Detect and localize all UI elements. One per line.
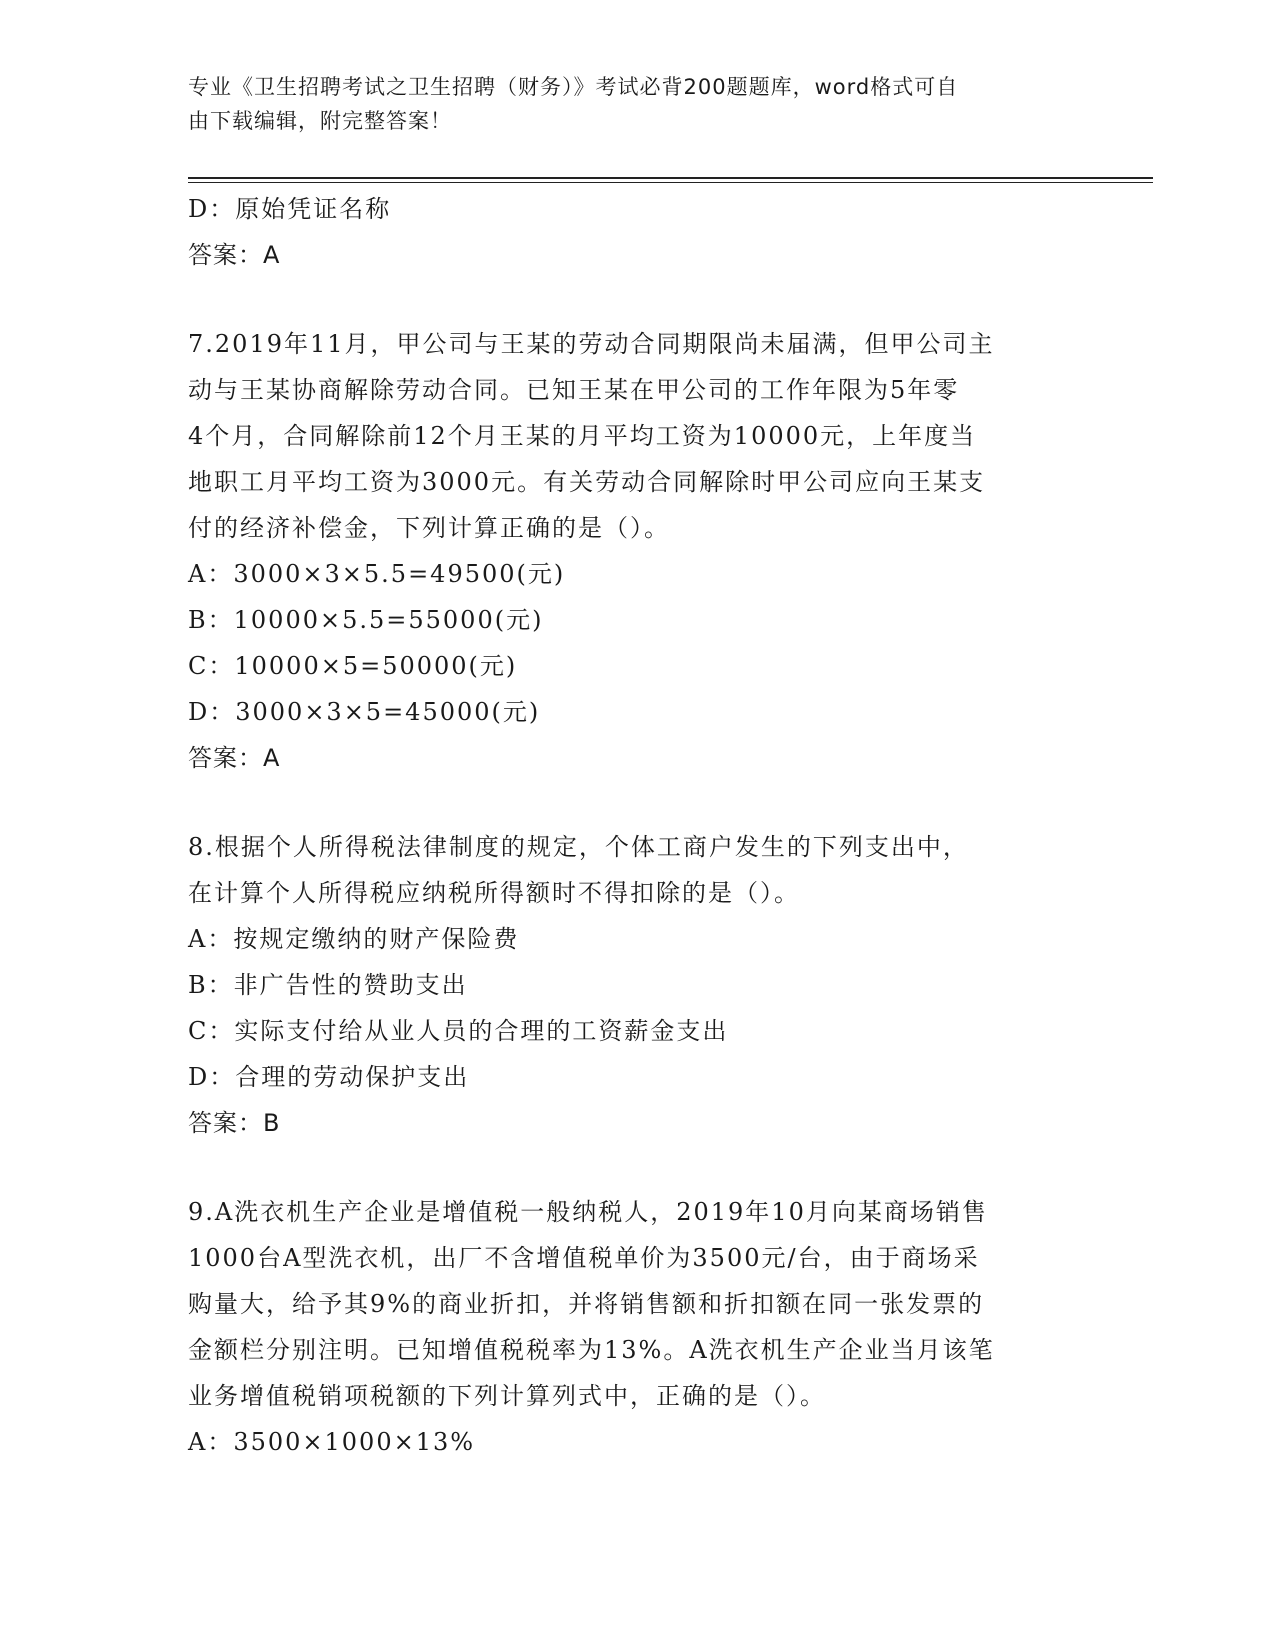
question-7 xyxy=(188,321,1093,781)
question-stem-line: 付的经济补偿金，下列计算正确的是（）。 xyxy=(188,514,670,542)
header-divider-thin xyxy=(188,182,1153,183)
answer: 答案：B xyxy=(188,1109,281,1137)
header-divider-thick xyxy=(188,177,1153,179)
question-stem-line: 7.2019年11月，甲公司与王某的劳动合同期限尚未届满，但甲公司主 xyxy=(188,330,995,358)
spacer xyxy=(188,781,1093,824)
option-c: C：实际支付给从业人员的合理的工资薪金支出 xyxy=(188,1017,729,1045)
option-b: B：非广告性的赞助支出 xyxy=(188,971,468,999)
question-stem-line: 动与王某协商解除劳动合同。已知王某在甲公司的工作年限为5年零 xyxy=(188,376,960,404)
question-8 xyxy=(188,824,1093,1146)
spacer xyxy=(188,1146,1093,1189)
header-line-2: 由下载编辑，附完整答案！ xyxy=(188,109,452,133)
spacer xyxy=(188,278,1093,321)
prev-answer: 答案：A xyxy=(188,241,281,269)
question-stem-line: 4个月，合同解除前12个月王某的月平均工资为10000元，上年度当 xyxy=(188,422,977,450)
option-a: A：3500×1000×13% xyxy=(188,1428,476,1456)
question-stem-line: 购量大，给予其9%的商业折扣，并将销售额和折扣额在同一张发票的 xyxy=(188,1290,985,1318)
option-a: A：按规定缴纳的财产保险费 xyxy=(188,925,520,953)
answer: 答案：A xyxy=(188,744,281,772)
question-stem-line: 业务增值税销项税额的下列计算列式中，正确的是（）。 xyxy=(188,1382,826,1410)
document-body xyxy=(188,186,1093,1465)
question-9 xyxy=(188,1189,1093,1465)
option-d: D：合理的劳动保护支出 xyxy=(188,1063,470,1091)
question-stem-line: 地职工月平均工资为3000元。有关劳动合同解除时甲公司应向王某支 xyxy=(188,468,986,496)
document-header xyxy=(188,70,1068,138)
question-stem-line: 在计算个人所得税应纳税所得额时不得扣除的是（）。 xyxy=(188,879,800,907)
option-a: A：3000×3×5.5=49500(元) xyxy=(188,560,566,588)
question-stem-line: 9.A洗衣机生产企业是增值税一般纳税人，2019年10月向某商场销售 xyxy=(188,1198,988,1226)
header-line-1: 专业《卫生招聘考试之卫生招聘（财务）》考试必背200题题库，word格式可自 xyxy=(188,75,959,99)
option-c: C：10000×5=50000(元) xyxy=(188,652,518,680)
option-d: D：3000×3×5=45000(元) xyxy=(188,698,541,726)
question-stem-line: 金额栏分别注明。已知增值税税率为13%。A洗衣机生产企业当月该笔 xyxy=(188,1336,995,1364)
question-stem-line: 8.根据个人所得税法律制度的规定，个体工商户发生的下列支出中， xyxy=(188,833,969,861)
option-b: B：10000×5.5=55000(元) xyxy=(188,606,544,634)
question-stem-line: 1000台A型洗衣机，出厂不含增值税单价为3500元/台，由于商场采 xyxy=(188,1244,980,1272)
prev-option-d: D：原始凭证名称 xyxy=(188,195,392,223)
